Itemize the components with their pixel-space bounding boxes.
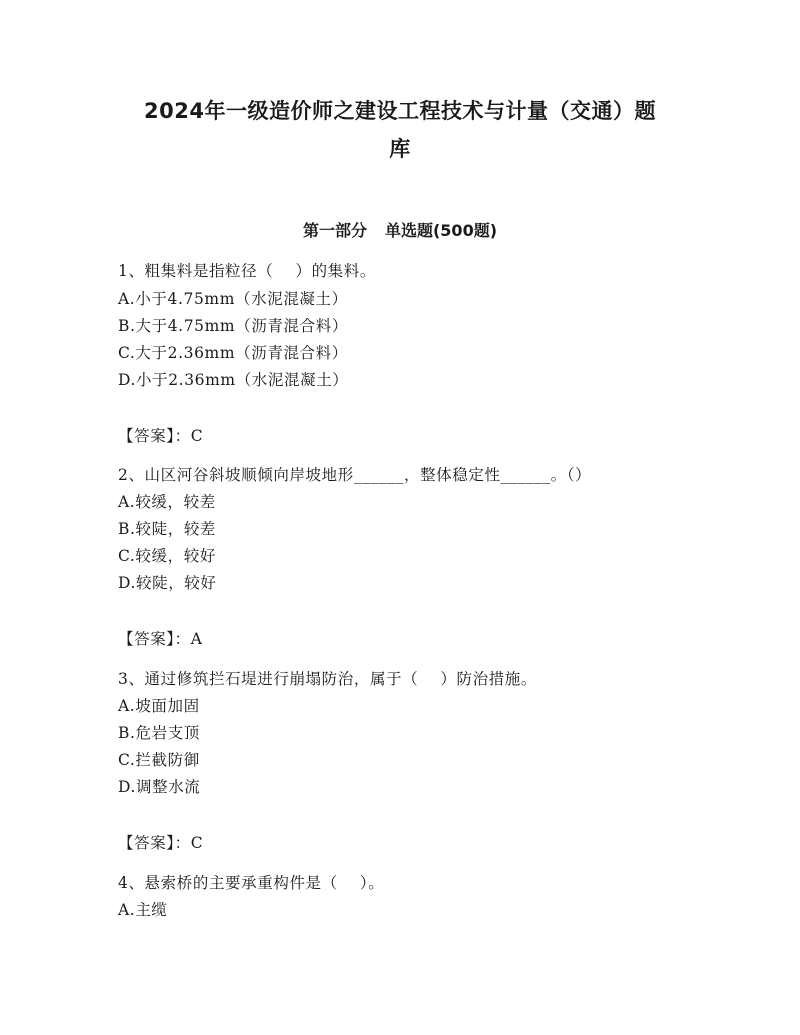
question-option: A.主缆 [118,901,168,919]
question-option: A.小于4.75mm（水泥混凝土） [118,290,348,308]
question-option: B.较陡，较差 [118,520,217,538]
section-name: 单选题(500题) [384,221,498,240]
question-option: A.较缓，较差 [118,493,216,511]
question-answer: 【答案】：C [118,834,204,852]
question-option: D.较陡，较好 [118,574,217,592]
section-part: 第一部分 [302,221,367,240]
question-answer: 【答案】：C [118,427,204,445]
question-option: C.较缓，较好 [118,547,216,565]
document-title [90,92,710,168]
title-line-1: 2024年一级造价师之建设工程技术与计量（交通）题 [144,99,656,123]
question-stem: 3、通过修筑拦石堤进行崩塌防治，属于（ ）防治措施。 [118,670,537,688]
question-option: C.大于2.36mm（沥青混合料） [118,344,348,362]
question-option: D.调整水流 [118,778,201,796]
question-stem: 2、山区河谷斜坡顺倾向岸坡地形______，整体稳定性______。（） [118,466,592,484]
question-option: B.危岩支顶 [118,724,200,742]
question-option: C.拦截防御 [118,751,200,769]
title-line-2: 库 [389,137,411,161]
question-option: B.大于4.75mm（沥青混合料） [118,317,348,335]
question-option: D.小于2.36mm（水泥混凝土） [118,371,349,389]
section-heading [0,218,800,241]
question-option: A.坡面加固 [118,697,200,715]
question-stem: 4、悬索桥的主要承重构件是（ ）。 [118,874,385,892]
question-answer: 【答案】：A [118,630,203,648]
question-stem: 1、粗集料是指粒径（ ）的集料。 [118,262,376,280]
